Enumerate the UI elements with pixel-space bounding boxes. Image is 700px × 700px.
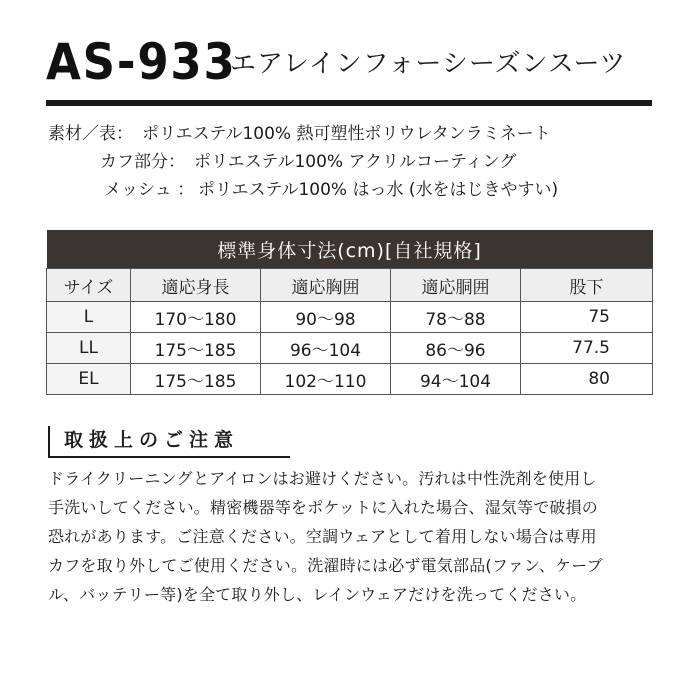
header-rule xyxy=(46,100,652,106)
caution-notes xyxy=(48,464,660,609)
size-cell: LL xyxy=(47,333,131,364)
caution-line: ドライクリーニングとアイロンはお避けください。汚れは中性洗剤を使用し xyxy=(48,469,597,488)
table-row xyxy=(47,302,653,333)
material-value: ポリエステル100% 熱可塑性ポリウレタンラミネート xyxy=(142,124,551,144)
inseam-cell: 75 xyxy=(521,302,653,333)
material-label: カフ部分： xyxy=(100,152,185,172)
model-number: AS-933 xyxy=(46,33,237,91)
caution-heading-text: 取扱上のご注意 xyxy=(64,429,240,451)
size-cell: EL xyxy=(47,364,131,395)
product-header xyxy=(46,34,652,90)
column-header-inseam: 股下 xyxy=(521,269,653,302)
product-name: エアレインフォーシーズンスーツ xyxy=(230,49,627,79)
height-cell: 170〜180 xyxy=(131,302,261,333)
caution-line: ル、バッテリー等)を全て取り外し、レインウェアだけを洗ってください。 xyxy=(48,585,587,604)
material-row-cuff xyxy=(48,148,658,176)
column-header-waist: 適応胴囲 xyxy=(391,269,521,302)
material-value: ポリエステル100% アクリルコーティング xyxy=(194,152,517,172)
chest-cell: 90〜98 xyxy=(261,302,391,333)
material-row-mesh xyxy=(48,176,658,204)
caution-line: 恐れがあります。ご注意ください。空調ウェアとして着用しない場合は専用 xyxy=(48,527,597,546)
material-value: ポリエステル100% はっ水 (水をはじきやすい) xyxy=(198,180,559,200)
waist-cell: 94〜104 xyxy=(391,364,521,395)
inseam-cell: 77.5 xyxy=(521,333,653,364)
column-header-height: 適応身長 xyxy=(131,269,261,302)
waist-cell: 86〜96 xyxy=(391,333,521,364)
caution-line: 手洗いしてください。精密機器等をポケットに入れた場合、湿気等で破損の xyxy=(48,498,599,517)
chest-cell: 96〜104 xyxy=(261,333,391,364)
table-row xyxy=(47,364,653,395)
column-header-size: サイズ xyxy=(47,269,131,302)
size-table xyxy=(46,230,653,395)
column-header-chest: 適応胸囲 xyxy=(261,269,391,302)
caution-heading xyxy=(48,426,290,458)
material-row-outer xyxy=(48,120,658,148)
height-cell: 175〜185 xyxy=(131,333,261,364)
inseam-cell: 80 xyxy=(521,364,653,395)
waist-cell: 78〜88 xyxy=(391,302,521,333)
chest-cell: 102〜110 xyxy=(261,364,391,395)
materials-list xyxy=(48,120,658,204)
size-cell: L xyxy=(47,302,131,333)
height-cell: 175〜185 xyxy=(131,364,261,395)
size-table-caption: 標準身体寸法(cm)[自社規格] xyxy=(47,230,653,269)
material-label: 素材／表： xyxy=(48,124,133,144)
material-label: メッシュ ： xyxy=(104,180,195,200)
caution-line: カフを取り外してご使用ください。洗濯時には必ず電気部品(ファン、ケーブ xyxy=(48,556,603,575)
table-row xyxy=(47,333,653,364)
